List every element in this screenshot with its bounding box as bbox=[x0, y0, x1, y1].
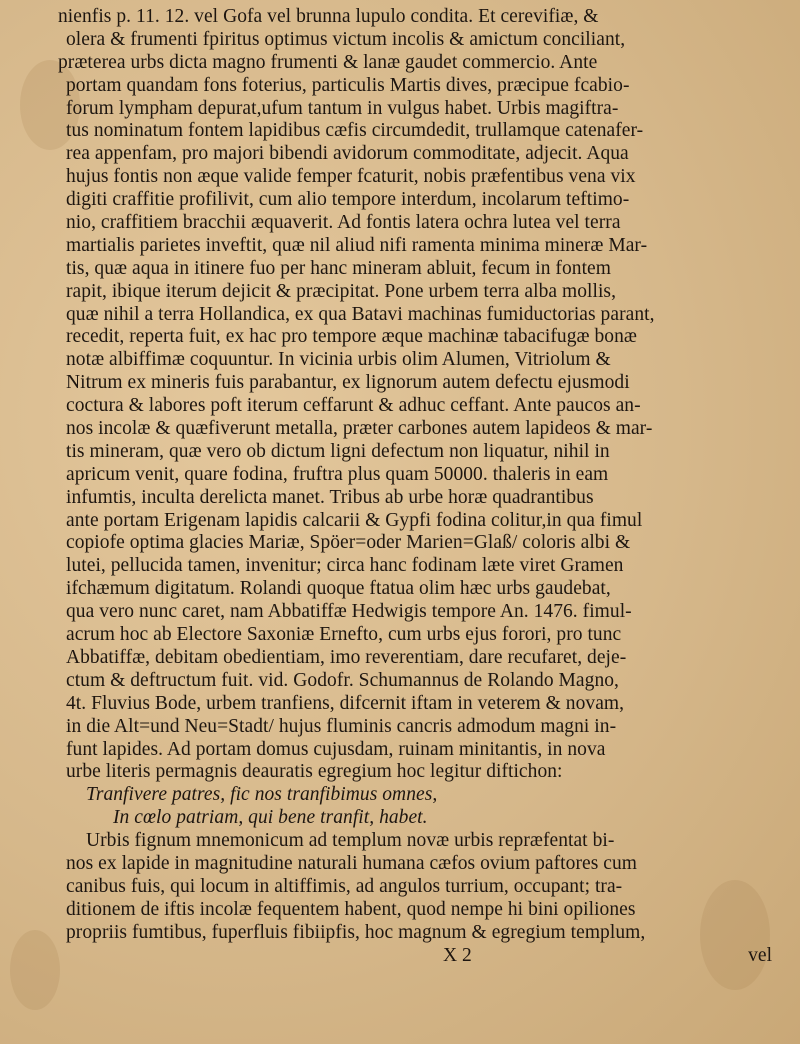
paragraph bbox=[58, 830, 784, 944]
text-line: funt lapides. Ad portam domus cujusdam, ruinam minitantis, in nova bbox=[66, 738, 606, 760]
text-line: canibus fuis, qui locum in altiffimis, ad angulos turrium, occupant; tra- bbox=[66, 875, 623, 897]
verse-line: In cœlo patriam, qui bene tranfit, habet. bbox=[113, 807, 428, 829]
text-line: hujus fontis non æque valide femper fcaturit, nobis præfentibus vena vix bbox=[66, 166, 636, 188]
text-line: Urbis fignum mnemonicum ad templum novæ urbis repræfentat bi- bbox=[86, 830, 615, 852]
text-line: notæ albiffimæ coquuntur. In vicinia urbis olim Alumen, Vitriolum & bbox=[66, 349, 611, 371]
text-line: Nitrum ex mineris fuis parabantur, ex lignorum autem defectu ejusmodi bbox=[66, 372, 630, 394]
catchword: vel bbox=[748, 944, 772, 966]
text-line: tis, quæ aqua in itinere fuo per hanc mineram abluit, fecum in fontem bbox=[66, 257, 611, 279]
signature-mark: X 2 bbox=[443, 944, 472, 966]
text-line: rea appenfam, pro majori bibendi avidorum commoditate, adjecit. Aqua bbox=[66, 143, 629, 165]
main-text bbox=[58, 6, 784, 784]
book-page bbox=[58, 6, 784, 1042]
text-line: quæ nihil a terra Hollandica, ex qua Batavi machinas fumiductorias parant, bbox=[66, 303, 655, 325]
text-line: nos ex lapide in magnitudine naturali humana cæfos ovium paftores cum bbox=[66, 852, 637, 874]
page-footer bbox=[58, 945, 784, 968]
text-line: forum lympham depurat,ufum tantum in vulgus habet. Urbis magiftra- bbox=[66, 97, 619, 119]
verse-line: Tranfivere patres, fic nos tranfibimus omnes, bbox=[86, 784, 438, 806]
text-line: in die Alt=und Neu=Stadt/ hujus fluminis cancris admodum magni in- bbox=[66, 715, 617, 737]
text-line: tus nominatum fontem lapidibus cæfis circumdedit, trullamque catenafer- bbox=[66, 120, 644, 142]
text-line: nos incolæ & quæfiverunt metalla, præter carbones autem lapideos & mar- bbox=[66, 418, 653, 440]
text-line: ctum & deftructum fuit. vid. Godofr. Schumannus de Rolando Magno, bbox=[66, 669, 619, 691]
text-line: nio, craffitiem bracchii æquaverit. Ad fontis latera ochra lutea vel terra bbox=[66, 212, 621, 234]
text-line: qua vero nunc caret, nam Abbatiffæ Hedwigis tempore An. 1476. fimul- bbox=[66, 601, 632, 623]
text-line: tis mineram, quæ vero ob dictum ligni defectum non liquatur, nihil in bbox=[66, 440, 610, 462]
text-line: infumtis, inculta derelicta manet. Tribus ab urbe horæ quadrantibus bbox=[66, 486, 594, 508]
text-line: nienfis p. 11. 12. vel Gofa vel brunna lupulo condita. Et cerevifiæ, & bbox=[58, 6, 599, 27]
text-line: olera & frumenti fpiritus optimus victum incolis & amictum conciliant, bbox=[66, 28, 626, 50]
distich bbox=[58, 784, 784, 830]
text-line: 4t. Fluvius Bode, urbem tranfiens, difcernit iftam in veterem & novam, bbox=[66, 692, 625, 714]
text-line: digiti craffitie profilivit, cum alio tempore interdum, incolarum teftimo- bbox=[66, 189, 630, 211]
text-line: propriis fumtibus, fuperfluis fibiipfis, hoc magnum & egregium templum, bbox=[66, 921, 646, 943]
text-line: portam quandam fons foterius, particulis Martis dives, præcipue fcabio- bbox=[66, 74, 630, 96]
text-line: Abbatiffæ, debitam obedientiam, imo reverentiam, dare recufaret, deje- bbox=[66, 646, 627, 668]
text-line: acrum hoc ab Electore Saxoniæ Ernefto, cum urbs ejus forori, pro tunc bbox=[66, 624, 622, 646]
text-line: recedit, reperta fuit, ex hac pro tempore æque machinæ tabacifugæ bonæ bbox=[66, 326, 637, 348]
text-line: copiofe optima glacies Mariæ, Spöer=oder Marien=Glaß/ coloris albi & bbox=[66, 532, 631, 554]
text-line: coctura & labores poft iterum ceffarunt & adhuc ceffant. Ante paucos an- bbox=[66, 395, 641, 417]
text-line: lutei, pellucida tamen, invenitur; circa hanc fodinam læte viret Gramen bbox=[66, 555, 624, 577]
text-line: ifchæmum digitatum. Rolandi quoque ftatua olim hæc urbs gaudebat, bbox=[66, 578, 611, 600]
text-line: urbe literis permagnis deauratis egregium hoc legitur diftichon: bbox=[66, 761, 563, 783]
text-line: ante portam Erigenam lapidis calcarii & Gypfi fodina colitur,in qua fimul bbox=[66, 509, 643, 531]
text-line: martialis parietes inveftit, quæ nil aliud nifi ramenta minima mineræ Mar- bbox=[66, 234, 648, 256]
text-line: ditionem de iftis incolæ fequentem habent, quod nempe hi bini opiliones bbox=[66, 898, 636, 920]
text-line: apricum venit, quare fodina, fruftra plus quam 50000. thaleris in eam bbox=[66, 463, 609, 485]
text-line: rapit, ibique iterum dejicit & præcipitat. Pone urbem terra alba mollis, bbox=[66, 280, 616, 302]
text-line: præterea urbs dicta magno frumenti & lanæ gaudet commercio. Ante bbox=[58, 51, 598, 73]
